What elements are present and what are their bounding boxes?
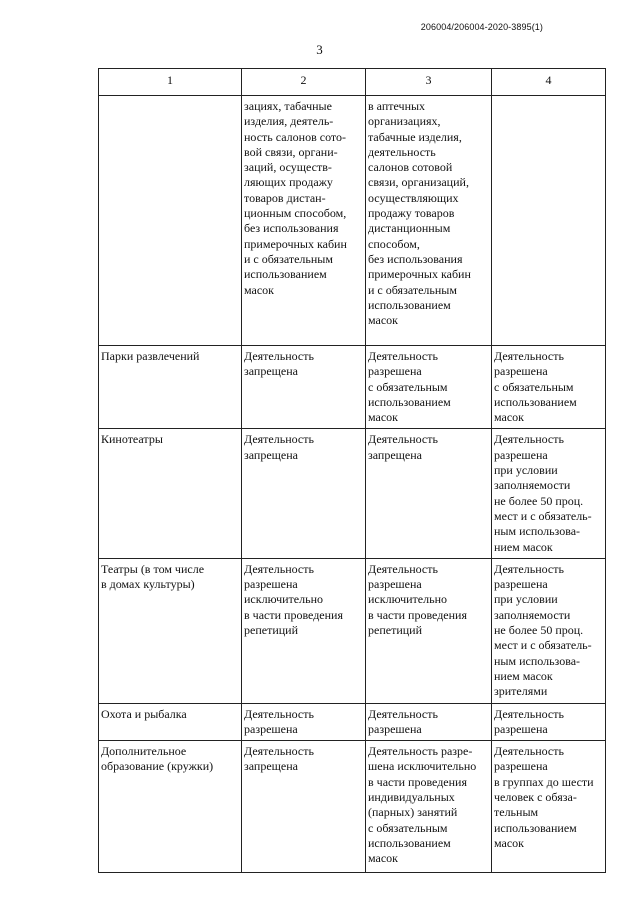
column-header: 2 (242, 69, 366, 96)
table-cell: Деятельность разрешена исключительно в части проведения репетиций (366, 558, 492, 703)
table-cell: Деятельность разрешена (366, 703, 492, 741)
table-cell: Деятельность разрешена исключительно в части проведения репетиций (242, 558, 366, 703)
table-cell: Деятельность разрешена с обязательным использованием масок (492, 346, 606, 429)
table-cell: Парки развлечений (99, 346, 242, 429)
table-row (99, 346, 606, 429)
table-cell: Дополнительное образование (кружки) (99, 741, 242, 873)
column-header: 1 (99, 69, 242, 96)
table-cell: зациях, табачные изделия, деятель- ность салонов сото- вой связи, органи- заций, осуществ- ляющих продажу товаров дистан- ционным способом, без использования примерочных кабин и с обязательным использованием масок (242, 96, 366, 346)
table-row (99, 96, 606, 346)
table-cell: Деятельность разре- шена исключительно в части проведения индивидуальных (парных) занятий с обязательным использованием масок (366, 741, 492, 873)
regulations-table (98, 68, 606, 873)
table-cell: Охота и рыбалка (99, 703, 242, 741)
table-header-row (99, 69, 606, 96)
table-cell: Деятельность разрешена при условии заполняемости не более 50 проц. мест и с обязатель- ным использова- нием масок зрителями (492, 558, 606, 703)
table-cell: Деятельность разрешена в группах до шести человек с обяза- тельным использованием масок (492, 741, 606, 873)
table-cell: Деятельность разрешена (242, 703, 366, 741)
table-row (99, 741, 606, 873)
table-row (99, 703, 606, 741)
table-cell (492, 96, 606, 346)
table-cell (99, 96, 242, 346)
table-cell: Деятельность запрещена (242, 429, 366, 558)
table-row (99, 429, 606, 558)
table-cell: Деятельность разрешена (492, 703, 606, 741)
table-cell: Театры (в том числе в домах культуры) (99, 558, 242, 703)
document-id: 206004/206004-2020-3895(1) (420, 22, 543, 32)
table-cell: Деятельность разрешена с обязательным использованием масок (366, 346, 492, 429)
table-cell: в аптечных организациях, табачные изделия, деятельность салонов сотовой связи, организаций, осуществляющих продажу товаров дистанционным способом, без использования примерочных кабин и с обязательным использованием масок (366, 96, 492, 346)
table-cell: Деятельность запрещена (242, 346, 366, 429)
table-cell: Деятельность запрещена (242, 741, 366, 873)
table-row (99, 558, 606, 703)
table-cell: Деятельность разрешена при условии заполняемости не более 50 проц. мест и с обязатель- ным использова- нием масок (492, 429, 606, 558)
table-cell: Деятельность запрещена (366, 429, 492, 558)
page-number: 3 (316, 42, 323, 57)
column-header: 3 (366, 69, 492, 96)
column-header: 4 (492, 69, 606, 96)
table-cell: Кинотеатры (99, 429, 242, 558)
